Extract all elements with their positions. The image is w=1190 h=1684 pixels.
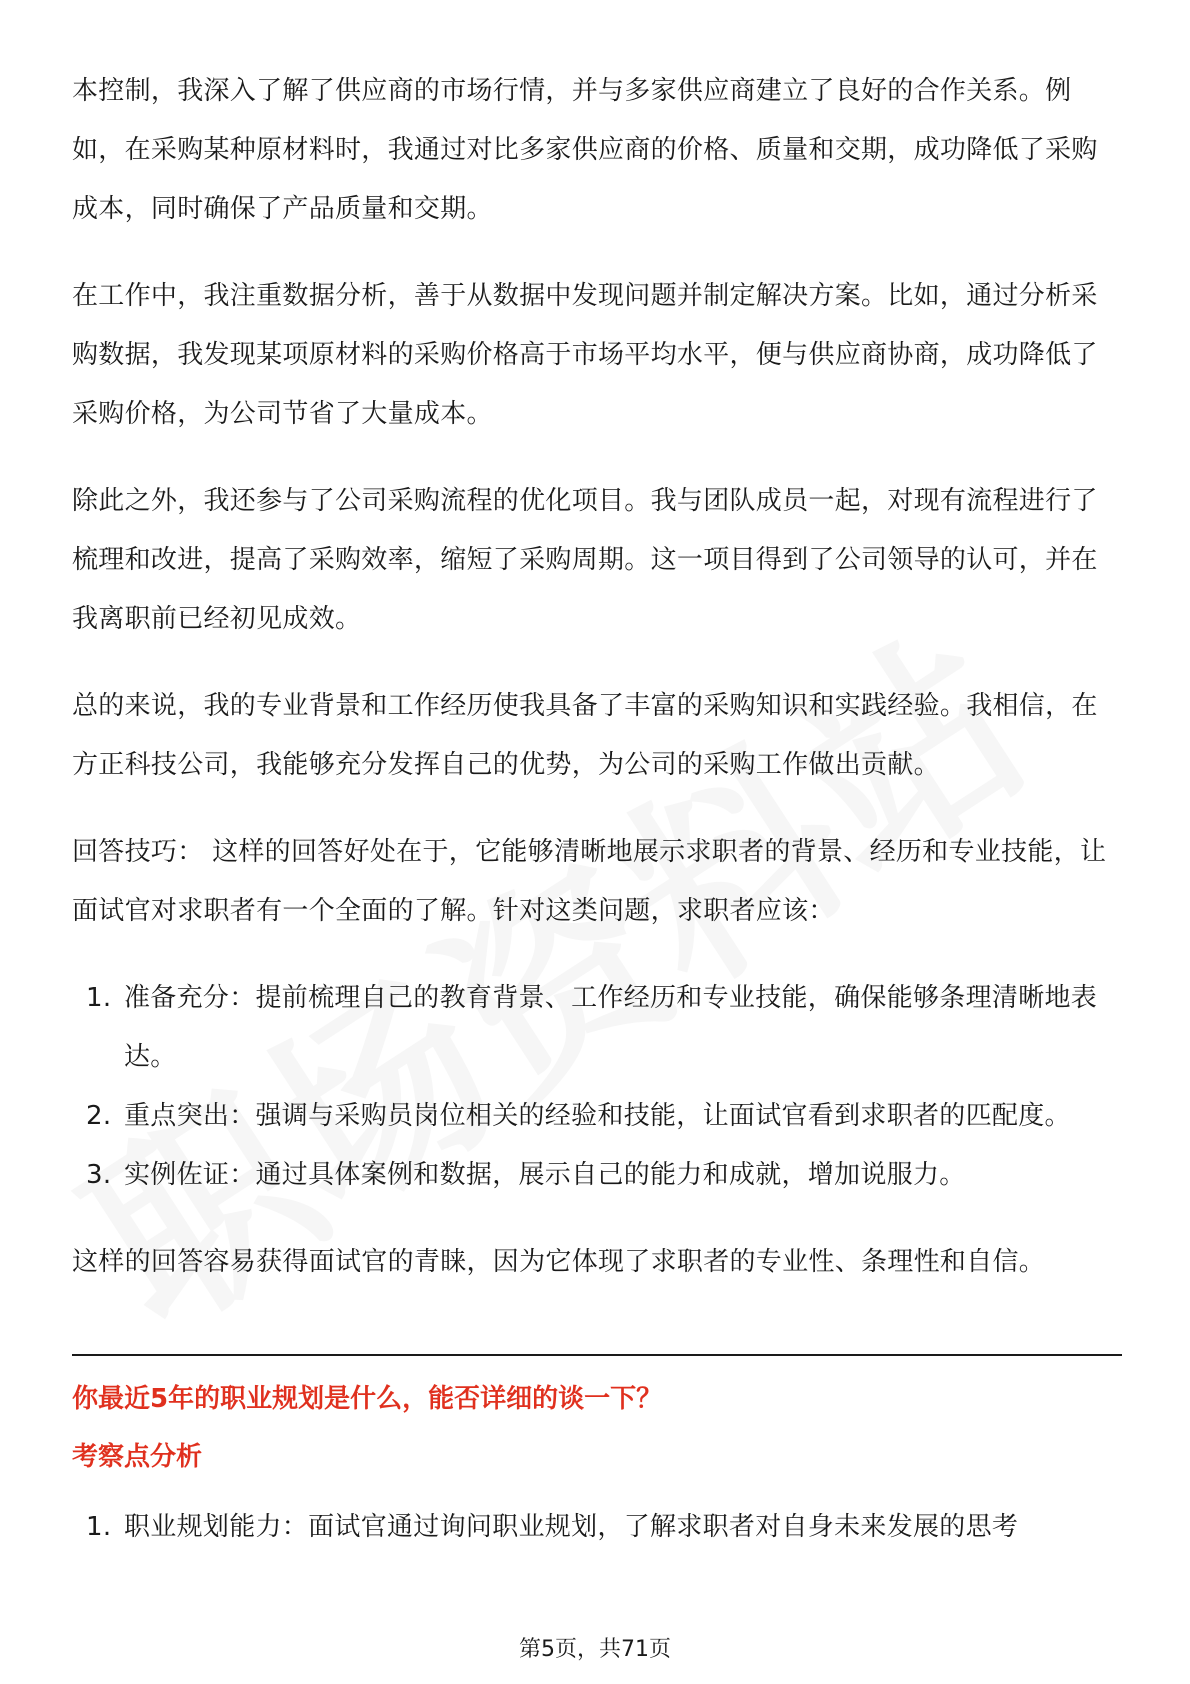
question-heading: 你最近5年的职业规划是什么，能否详细的谈一下？ xyxy=(72,1384,663,1414)
list-item-number: 2. xyxy=(86,1101,112,1131)
paragraph-summary: 总的来说，我的专业背景和工作经历使我具备了丰富的采购知识和实践经验。我相信，在方正科技公司，我能够充分发挥自己的优势，为公司的采购工作做出贡献。 xyxy=(72,691,1098,780)
analysis-heading: 考察点分析 xyxy=(72,1442,203,1472)
list-item xyxy=(72,1498,1122,1557)
paragraph-data-analysis: 在工作中，我注重数据分析，善于从数据中发现问题并制定解决方案。比如，通过分析采购数据，我发现某项原材料的采购价格高于市场平均水平，便与供应商协商，成功降低了采购价格，为公司节省了大量成本。 xyxy=(72,281,1098,429)
list-item xyxy=(72,1146,1122,1205)
page-footer: 第5页，共71页 xyxy=(519,1637,671,1662)
paragraph-process-optimization: 除此之外，我还参与了公司采购流程的优化项目。我与团队成员一起，对现有流程进行了梳理和改进，提高了采购效率，缩短了采购周期。这一项目得到了公司领导的认可，并在我离职前已经初见成效。 xyxy=(72,486,1098,634)
list-item-text: 重点突出：强调与采购员岗位相关的经验和技能，让面试官看到求职者的匹配度。 xyxy=(124,1101,1071,1131)
list-item-number: 1. xyxy=(86,983,112,1013)
list-item xyxy=(72,969,1122,1087)
list-item-number: 3. xyxy=(86,1160,112,1190)
list-item xyxy=(72,1087,1122,1146)
analysis-list xyxy=(72,1498,1122,1557)
tips-list xyxy=(72,969,1122,1205)
list-item-text: 准备充分：提前梳理自己的教育背景、工作经历和专业技能，确保能够条理清晰地表达。 xyxy=(124,983,1098,1072)
list-item-text: 实例佐证：通过具体案例和数据，展示自己的能力和成就，增加说服力。 xyxy=(124,1160,966,1190)
paragraph-closing: 这样的回答容易获得面试官的青睐，因为它体现了求职者的专业性、条理性和自信。 xyxy=(72,1247,1046,1277)
list-item-text: 职业规划能力：面试官通过询问职业规划，了解求职者对自身未来发展的思考 xyxy=(124,1512,1019,1542)
section-divider xyxy=(72,1354,1122,1356)
document-content xyxy=(72,62,1122,1585)
list-item-number: 1. xyxy=(86,1512,112,1542)
paragraph-answer-tips: 回答技巧： 这样的回答好处在于，它能够清晰地展示求职者的背景、经历和专业技能，让面试官对求职者有一个全面的了解。针对这类问题，求职者应该： xyxy=(72,837,1107,926)
paragraph-supplier-experience: 本控制，我深入了解了供应商的市场行情，并与多家供应商建立了良好的合作关系。例如，在采购某种原材料时，我通过对比多家供应商的价格、质量和交期，成功降低了采购成本，同时确保了产品质量和交期。 xyxy=(72,76,1098,224)
